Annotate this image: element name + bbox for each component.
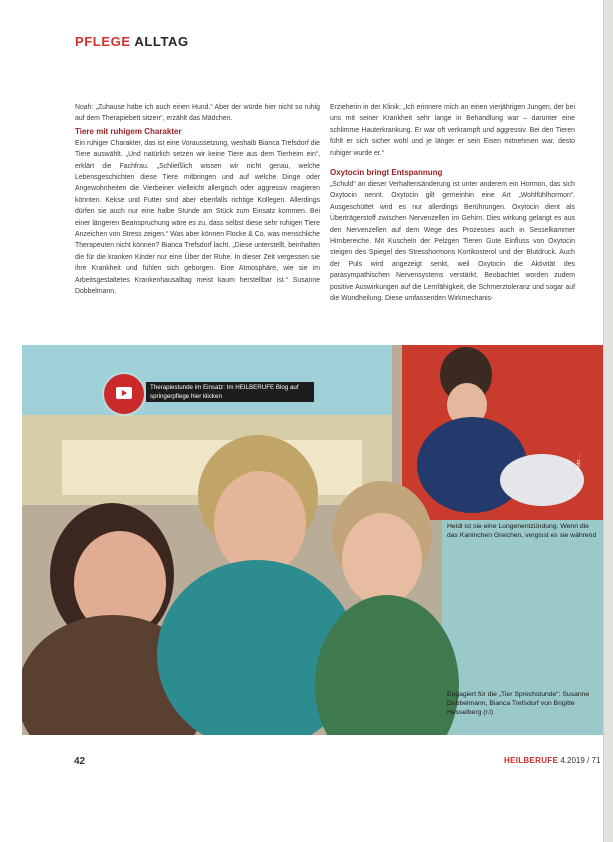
issue-info: 4.2019 / 71 <box>560 756 601 765</box>
section-header-alltag: ALLTAG <box>134 34 189 49</box>
right-paragraph-1: Erzieherin in der Klinik: „Ich erinnere mich an einen vierjährigen Jungen, der bei uns mit seiner Krankheit sehr lange in Behandlung war – darunter eine schlimme Hauterkrankung. Er war oft verkrampft und aggressiv. Bei den Tieren fühlt er sich sicher wohl und je länger er sein Eisen mitnehmen war, desto ruhiger wurde er.“ <box>330 104 575 157</box>
right-text-column <box>330 102 575 305</box>
photo-caption-bottom: Engagiert für die „Tier Sprechstunde“: Susanne Dobbelmann, Bianca Trefsdorf von Brigitte Hesselberg (r.l) <box>447 691 590 716</box>
photo-credit: Foto: ... <box>576 453 582 470</box>
left-paragraph-2: Ein ruhiger Charakter, das ist eine Voraussetzung, weshalb Bianca Trefsdorf die Tiere auswählt. „Und natürlich setzen wir keine Tiere aus dem Tierheim ein“, erklärt die Fachfrau. „Schließlich wissen wir nicht genau, welche Lebensgeschichten diese Tiere mitbringen und auf welche Dinge oder Angewohnheiten die Vierbeiner vielleicht allergisch oder aggressiv reagieren könnten. Kekse und Futter sind aber ebenfalls richtige Kollegen. Allerdings dürfen sie auch nur eine halbe Stunde am Stück zum Einsatz kommen. Bei einer längeren Beanspruchung wäre es zu, dass selbst diese sehr ruhigen Tiere Anzeichen von Stress zeigen.“ Was aber können Flocke & Co. was menschliche Therapeuten nicht können? Bianca Trefsdorf lacht. „Diese unterstellt, beinhalten die für die kranken Kinder nur eine Über der Ruhe. In dieser Zeit vergessen sie ihre Krankheit und fühlen sich geborgen. Eine Atmosphäre, wie sie im Arbeitsgestaltetes Krankenhausalltag meist kaum herstellbar ist.“ Susanne Dobbelmann, <box>75 139 320 296</box>
scan-margin <box>604 0 613 842</box>
video-play-button[interactable] <box>104 374 144 414</box>
play-icon <box>116 387 132 399</box>
photo-caption-top: Heidi ist sie eine Lungenentzündung. Wenn die das Kaninchen Greichen, vergisst es sie während <box>447 523 597 539</box>
magazine-name: HEILBERUFE <box>504 756 559 765</box>
right-paragraph-2: „Schuld“ an dieser Verhaltensänderung ist unter anderem ein Hormon, das sich Oxytocin nennt. Oxytocin gilt gemeinhin eine Art „Wohlfühlhormon“. Ausgeschüttet wird es nur allerdings Berührungen. Oxytocin dient als Überträgerstoff zwischen Nervenzellen im Gehirn. Dies wirkung gelangt es aus den Nervenzellen auf dem Wege des Prozesses auch in Sesselkammer Hirnbereiche. Mit Kuscheln der Pelzgen Tieren Gute Einfluss von Oxytocin steigen des Spiegel des Stresshormons Kortikosterol und der Blutdruck. Auch der Puls wird angezeigt senkt, weil Oxytocin die Aktivität des parasympathischen Nervensystems verstärkt. Beobachtet worden zudem positive Auswirkungen auf die Lernfähigkeit, die Schmerztoleranz und sogar auf die Wundheilung. Diese umfassenden Wirkmechanis- <box>330 181 575 303</box>
page-number: 42 <box>74 756 86 767</box>
right-subheading: Oxytocin bringt Entspannung <box>330 168 443 178</box>
section-header-pflege: PFLEGE <box>75 34 131 49</box>
video-link-label[interactable]: Therapiestunde im Einsatz: Im HEILBERUFE Blog auf springerpflege hier klicken <box>146 382 314 402</box>
footer-magazine <box>504 756 600 765</box>
left-text-column <box>75 102 320 298</box>
left-subheading: Tiere mit ruhigem Charakter <box>75 126 182 136</box>
section-header <box>75 34 189 49</box>
left-paragraph-1: Noah: „Zuhause habe ich auch einen Hund.“ Aber der würde hier nicht so ruhig auf dem Therapiebett sitzen“, erzählt das Mädchen. <box>75 104 320 123</box>
